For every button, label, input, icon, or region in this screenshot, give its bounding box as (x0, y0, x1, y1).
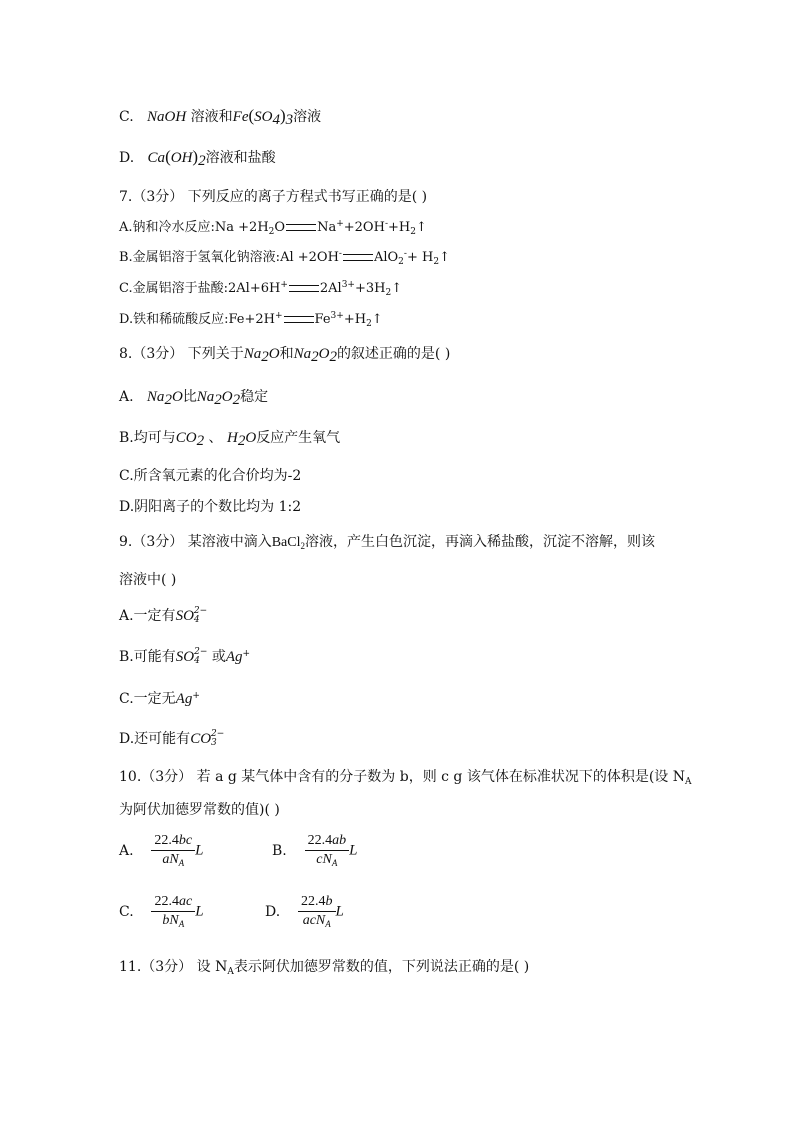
equals-sign (343, 254, 373, 261)
option-9a: A.一定有SO 2− 4 (119, 606, 208, 625)
fraction: $\frac{22.4b}{acN_A}$ (298, 893, 336, 930)
option-8a: A. $Na_2O$比$Na_2O_2$稳定 (119, 389, 269, 408)
option-7b: B.金属铝溶于氢氧化钠溶液:Al +2OH- $AlO_2^-+ H_2↑$ (119, 249, 450, 267)
option-9c: C.一定无Ag+ (119, 691, 200, 707)
formula-naoh: NaOH (147, 109, 187, 125)
option-7a: A.钠和冷水反应:Na $+2H_2O$ $Na^++2OH^-+H_2↑$ (119, 219, 427, 237)
option-9b: B.可能有SO 2− 4 或Ag+ (119, 647, 251, 666)
option-8c: C.所含氧元素的化合价均为-2 (119, 468, 302, 484)
option-10a: A. $\frac{22.4bc}{aN_A}$ L (119, 833, 204, 868)
equals-sign (284, 316, 314, 323)
question-9-stem: 9.（3分） 某溶液中滴入BaCl$_2$溶液，产生白色沉淀，再滴入稀盐酸，沉淀不溶解，则该 (119, 534, 655, 551)
option-8d: D.阴阳离子的个数比均为 1:2 (119, 499, 302, 515)
option-10d: D. $\frac{22.4b}{acN_A}$ L (265, 894, 344, 929)
question-9-stem-line2: 溶液中( ) (119, 572, 177, 588)
option-10b: B. $\frac{22.4ab}{cN_A}$ L (272, 833, 358, 868)
equals-sign (289, 285, 319, 292)
question-8-stem: 8.（3分） 下列关于$Na_2O$和$Na_2O_2$的叙述正确的是( ) (119, 346, 451, 365)
question-10-stem: 10.（3分） 若 a g 某气体中含有的分子数为 b，则 c g 该气体在标准状况下的体积是(设 $N_A$ (119, 769, 692, 787)
fraction: $\frac{22.4bc}{aN_A}$ (151, 832, 195, 869)
option-6c: C. NaOH 溶液和$Fe(SO_4)_3$溶液 (119, 106, 322, 128)
question-7-stem: 7.（3分） 下列反应的离子方程式书写正确的是( ) (119, 189, 428, 205)
question-11-stem: 11.（3分） 设 $N_A$表示阿伏加德罗常数的值，下列说法正确的是( ) (119, 959, 530, 977)
option-7d: D.铁和稀硫酸反应:Fe+2H+ $Fe^{3+}+H_2↑$ (119, 311, 383, 329)
option-7c: C.金属铝溶于盐酸:2Al+6H+ $2Al^{3+}+3H_2↑$ (119, 280, 403, 298)
option-9d: D.还可能有CO 2− 3 (119, 729, 225, 748)
equals-sign (286, 224, 316, 231)
option-10c: C. $\frac{22.4ac}{bN_A}$ L (119, 894, 204, 929)
fraction: $\frac{22.4ab}{cN_A}$ (305, 832, 350, 869)
option-8b: B.均可与$CO_2$ 、 $H_2O$反应产生氧气 (119, 430, 341, 449)
option-6d: D. $Ca(OH)_2$溶液和盐酸 (119, 147, 276, 169)
question-10-stem-line2: 为阿伏加德罗常数的值)( ) (119, 802, 280, 818)
fraction: $\frac{22.4ac}{bN_A}$ (151, 893, 195, 930)
